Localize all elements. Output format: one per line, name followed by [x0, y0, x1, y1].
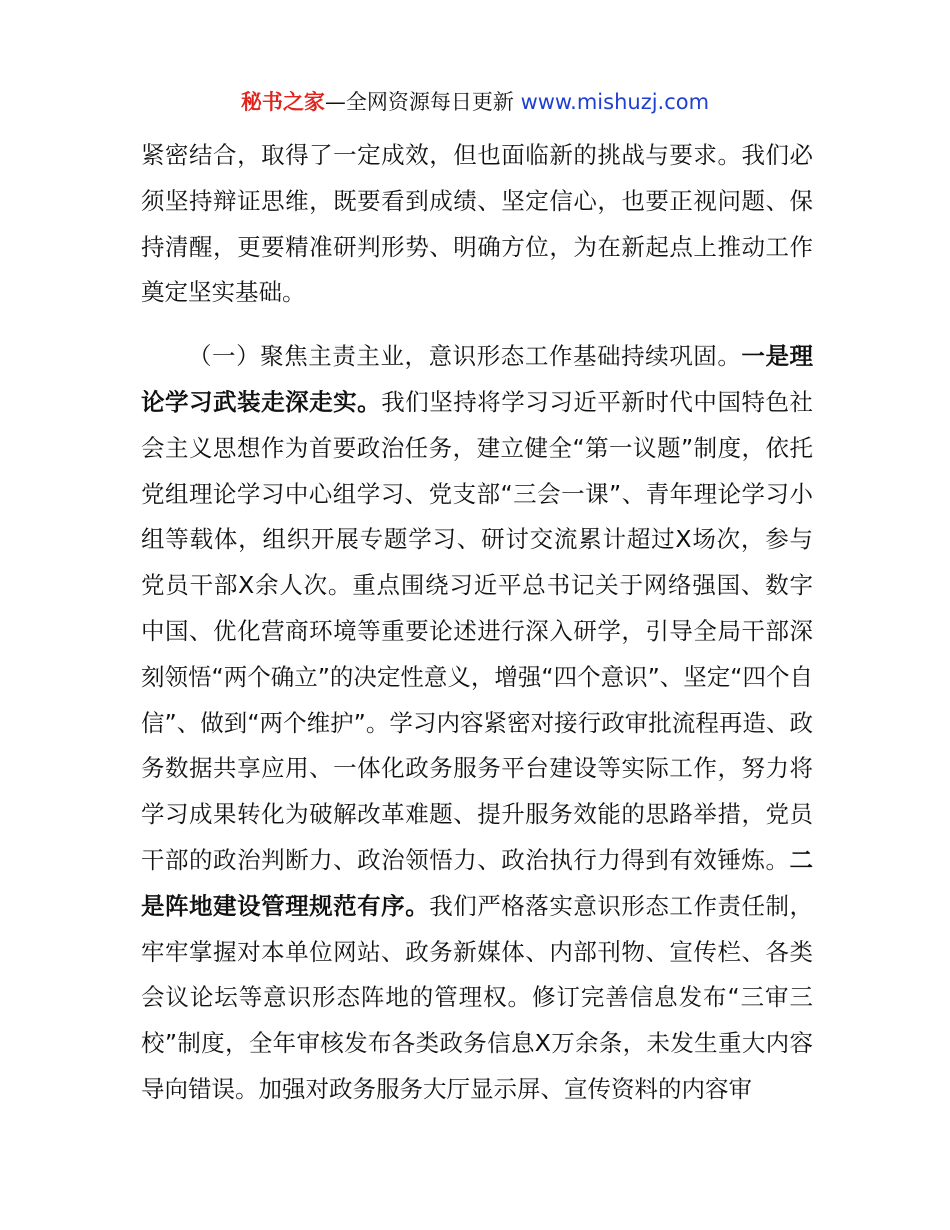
paragraph-continuation: 紧密结合，取得了一定成效，但也面临新的挑战与要求。我们必须坚持辩证思维，既要看到成绩、坚定信心，也要正视问题、保持清醒，更要精准研判形势、明确方位，为在新起点上推动工作奠定坚实基础。: [141, 141, 813, 307]
site-url: www.mishuzj.com: [520, 90, 710, 114]
section-heading: （一）聚焦主责主业，意识形态工作基础持续巩固。: [188, 342, 742, 371]
point-one-text: 我们坚持将学习习近平新时代中国特色社会主义思想作为首要政治任务，建立健全“第一议题”制度，依托党组理论学习中心组学习、党支部“三会一课”、青年理论学习小组等载体，组织开展专题学习、研讨交流累计超过X场次，参与党员干部X余人次。重点围绕习近平总书记关于网络强国、数字中国、优化营商环境等重要论述进行深入研学，引导全局干部深刻领悟“两个确立”的决定性意义，增强“四个意识”、坚定“四个自信”、做到“两个维护”。学习内容紧密对接行政审批流程再造、政务数据共享应用、一体化政务服务平台建设等实际工作，努力将学习成果转化为破解改革难题、提升服务效能的思路举措，党员干部的政治判断力、政治领悟力、政治执行力得到有效锤炼。: [141, 387, 814, 874]
bold-point-two: 二是阵地建设管理规范有序。: [141, 845, 813, 920]
point-two-text: 我们严格落实意识形态工作责任制，牢牢掌握对本单位网站、政务新媒体、内部刊物、宣传栏、各类会议论坛等意识形态阵地的管理权。修订完善信息发布“三审三校”制度，全年审核发布各类政务信息X万余条，未发生重大内容导向错误。加强对政务服务大厅显示屏、宣传资料的内容审: [141, 891, 814, 1103]
paragraph-section-one: [141, 334, 813, 1113]
page-header: [0, 88, 950, 116]
document-body: [141, 133, 813, 1113]
header-tagline: —全网资源每日更新: [324, 90, 521, 114]
brand-name: 秘书之家: [240, 90, 325, 114]
bold-point-one: 一是理论学习武装走深走实。: [141, 342, 814, 416]
